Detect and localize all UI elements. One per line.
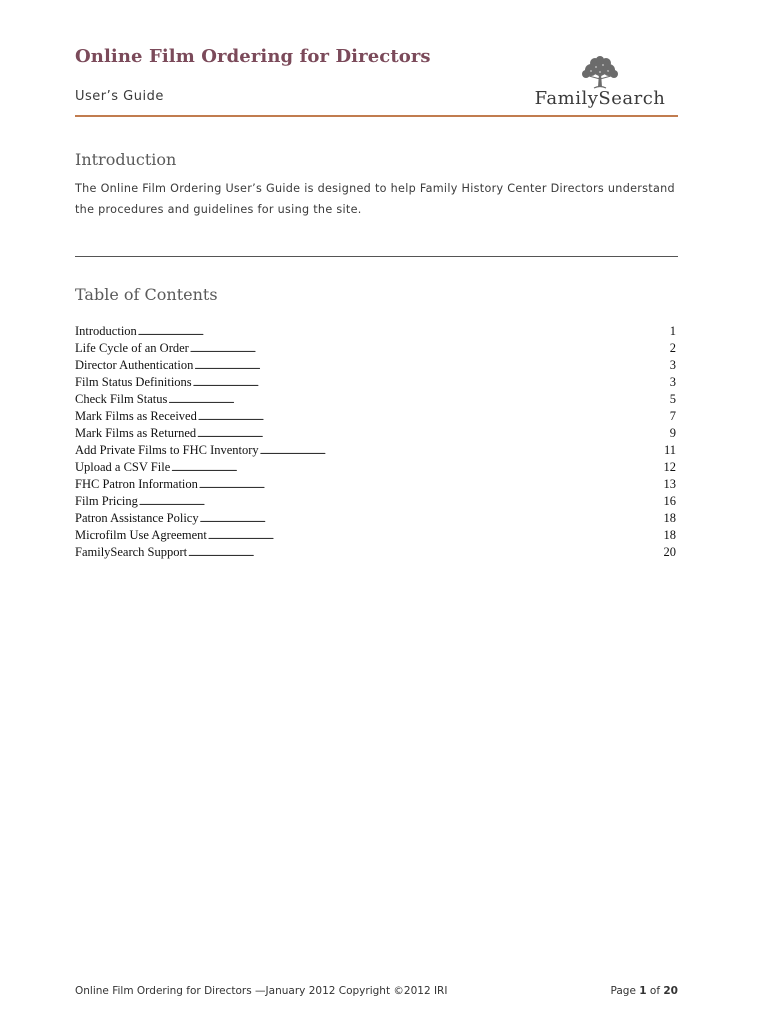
- toc-entry-label: Film Pricing: [75, 494, 138, 508]
- toc-entry[interactable]: [75, 408, 676, 425]
- page-current: 1: [639, 985, 647, 997]
- toc-entry-page: 2: [669, 341, 676, 355]
- toc-entry-label: Microfilm Use Agreement: [75, 528, 207, 542]
- toc-dot-leader: [200, 511, 663, 528]
- toc-dot-leader: [199, 477, 663, 494]
- section-divider: [75, 256, 678, 257]
- toc-dot-leader: [139, 494, 663, 511]
- toc-entry-label: FamilySearch Support: [75, 545, 188, 559]
- tree-logo-icon: [520, 54, 680, 109]
- toc-dot-leader: [138, 324, 669, 341]
- toc-entry-label: Mark Films as Returned: [75, 426, 197, 440]
- footer-copyright: Online Film Ordering for Directors —January 2012 Copyright ©2012 IRI: [75, 985, 448, 997]
- header-divider: [75, 115, 678, 117]
- document-subtitle: User’s Guide: [75, 89, 164, 104]
- toc-dot-leader: [260, 443, 663, 460]
- toc-dot-leader: [193, 375, 669, 392]
- toc-dot-leader: [171, 460, 662, 477]
- toc-entry[interactable]: [75, 527, 676, 544]
- toc-entry[interactable]: [75, 340, 676, 357]
- toc-entry-label: Mark Films as Received: [75, 409, 197, 423]
- table-of-contents: [75, 323, 676, 561]
- toc-entry[interactable]: [75, 476, 676, 493]
- logo-wordmark: FamilySearch: [534, 88, 666, 109]
- toc-entry-page: 18: [663, 528, 676, 542]
- toc-entry-label: Director Authentication: [75, 358, 194, 372]
- toc-entry-label: Film Status Definitions: [75, 375, 192, 389]
- footer-page-number: [610, 985, 678, 997]
- toc-entry[interactable]: [75, 544, 676, 561]
- toc-entry-page: 13: [663, 477, 676, 491]
- toc-entry-label: Life Cycle of an Order: [75, 341, 189, 355]
- toc-entry-page: 3: [669, 375, 676, 389]
- introduction-heading: Introduction: [75, 150, 177, 169]
- toc-entry[interactable]: [75, 493, 676, 510]
- toc-dot-leader: [208, 528, 663, 545]
- toc-entry[interactable]: [75, 323, 676, 340]
- toc-entry[interactable]: [75, 357, 676, 374]
- toc-entry-page: 16: [663, 494, 676, 508]
- toc-entry-page: 18: [663, 511, 676, 525]
- toc-entry-label: Add Private Films to FHC Inventory: [75, 443, 259, 457]
- toc-entry-page: 5: [669, 392, 676, 406]
- toc-dot-leader: [168, 392, 668, 409]
- toc-entry[interactable]: [75, 459, 676, 476]
- introduction-line-2: the procedures and guidelines for using the site.: [75, 203, 362, 216]
- document-title: Online Film Ordering for Directors: [75, 46, 431, 67]
- toc-entry[interactable]: [75, 510, 676, 527]
- toc-entry[interactable]: [75, 374, 676, 391]
- toc-entry-label: Introduction: [75, 324, 137, 338]
- toc-entry-label: Check Film Status: [75, 392, 168, 406]
- toc-entry-page: 9: [669, 426, 676, 440]
- toc-dot-leader: [194, 358, 668, 375]
- toc-heading: Table of Contents: [75, 285, 218, 304]
- toc-entry-page: 20: [663, 545, 676, 559]
- page-total: 20: [663, 985, 678, 997]
- toc-dot-leader: [190, 341, 669, 358]
- toc-dot-leader: [197, 426, 669, 443]
- page-prefix: Page: [610, 985, 636, 997]
- toc-entry[interactable]: [75, 391, 676, 408]
- toc-entry-page: 1: [669, 324, 676, 338]
- toc-dot-leader: [198, 409, 669, 426]
- introduction-body: [75, 178, 680, 220]
- toc-entry-page: 7: [669, 409, 676, 423]
- toc-entry[interactable]: [75, 442, 676, 459]
- toc-entry-page: 3: [669, 358, 676, 372]
- toc-entry-page: 12: [663, 460, 676, 474]
- page-of: of: [649, 985, 661, 997]
- toc-dot-leader: [188, 545, 662, 562]
- familysearch-logo: [520, 54, 680, 109]
- toc-entry-label: FHC Patron Information: [75, 477, 198, 491]
- toc-entry-page: 11: [663, 443, 676, 457]
- toc-entry-label: Upload a CSV File: [75, 460, 171, 474]
- toc-entry[interactable]: [75, 425, 676, 442]
- toc-entry-label: Patron Assistance Policy: [75, 511, 199, 525]
- introduction-line-1: The Online Film Ordering User’s Guide is designed to help Family History Center Directors understand: [75, 182, 675, 195]
